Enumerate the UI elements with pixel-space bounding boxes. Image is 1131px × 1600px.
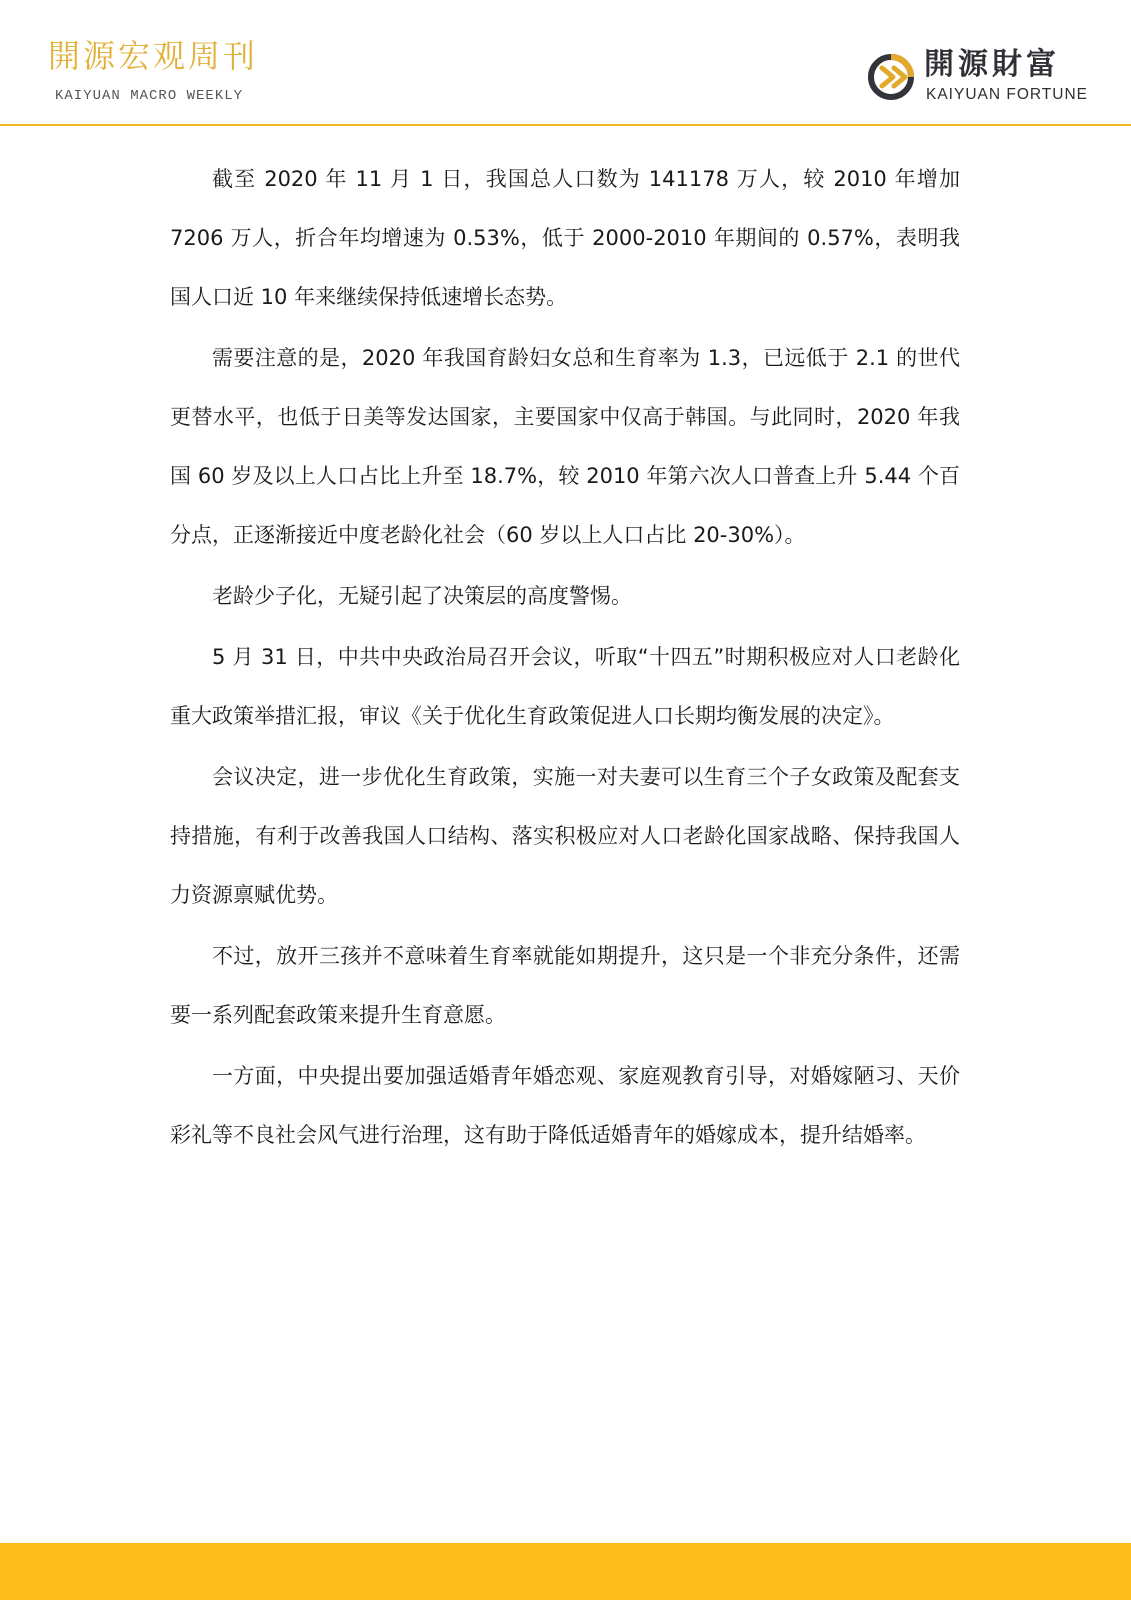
brand-subtitle: KAIYUAN MACRO WEEKLY [55, 88, 244, 104]
logo-english-name: KAIYUAN FORTUNE [926, 86, 1088, 103]
header-divider [0, 124, 1131, 126]
paragraph-politburo-meeting: 5 月 31 日，中共中央政治局召开会议，听取“十四五”时期积极应对人口老龄化重大政策举措汇报，审议《关于优化生育政策促进人口长期均衡发展的决定》。 [170, 645, 960, 728]
footer-band [0, 1543, 1131, 1600]
brand-title: 開源宏观周刊 [48, 37, 259, 75]
paragraph-marriage-customs: 一方面，中央提出要加强适婚青年婚恋观、家庭观教育引导，对婚嫁陋习、天价彩礼等不良社会风气进行治理，这有助于降低适婚青年的婚嫁成本，提升结婚率。 [170, 1064, 960, 1147]
paragraph-supporting-policies: 不过，放开三孩并不意味着生育率就能如期提升，这只是一个非充分条件，还需要一系列配套政策来提升生育意愿。 [170, 944, 960, 1027]
paragraph-three-child-policy: 会议决定，进一步优化生育政策，实施一对夫妻可以生育三个子女政策及配套支持措施，有利于改善我国人口结构、落实积极应对人口老龄化国家战略、保持我国人力资源禀赋优势。 [170, 765, 960, 907]
article-body [170, 150, 960, 1167]
kaiyuan-logo-icon [866, 52, 916, 102]
page-header [0, 0, 1131, 126]
paragraph-population-total: 截至 2020 年 11 月 1 日，我国总人口数为 141178 万人，较 2010 年增加 7206 万人，折合年均增速为 0.53%，低于 2000-2010 年期间的 0.57%，表明我国人口近 10 年来继续保持低速增长态势。 [170, 167, 960, 309]
logo-name: 開源財富 [924, 47, 1060, 82]
paragraph-alert: 老龄少子化，无疑引起了决策层的高度警惕。 [212, 584, 632, 608]
kaiyuan-fortune-logo [866, 48, 1096, 110]
paragraph-fertility-aging: 需要注意的是，2020 年我国育龄妇女总和生育率为 1.3，已远低于 2.1 的世代更替水平，也低于日美等发达国家，主要国家中仅高于韩国。与此同时，2020 年我国 60 岁及以上人口占比上升至 18.7%，较 2010 年第六次人口普查上升 5.44 个百分点，正逐渐接近中度老龄化社会（60 岁以上人口占比 20-30%）。 [170, 346, 960, 547]
